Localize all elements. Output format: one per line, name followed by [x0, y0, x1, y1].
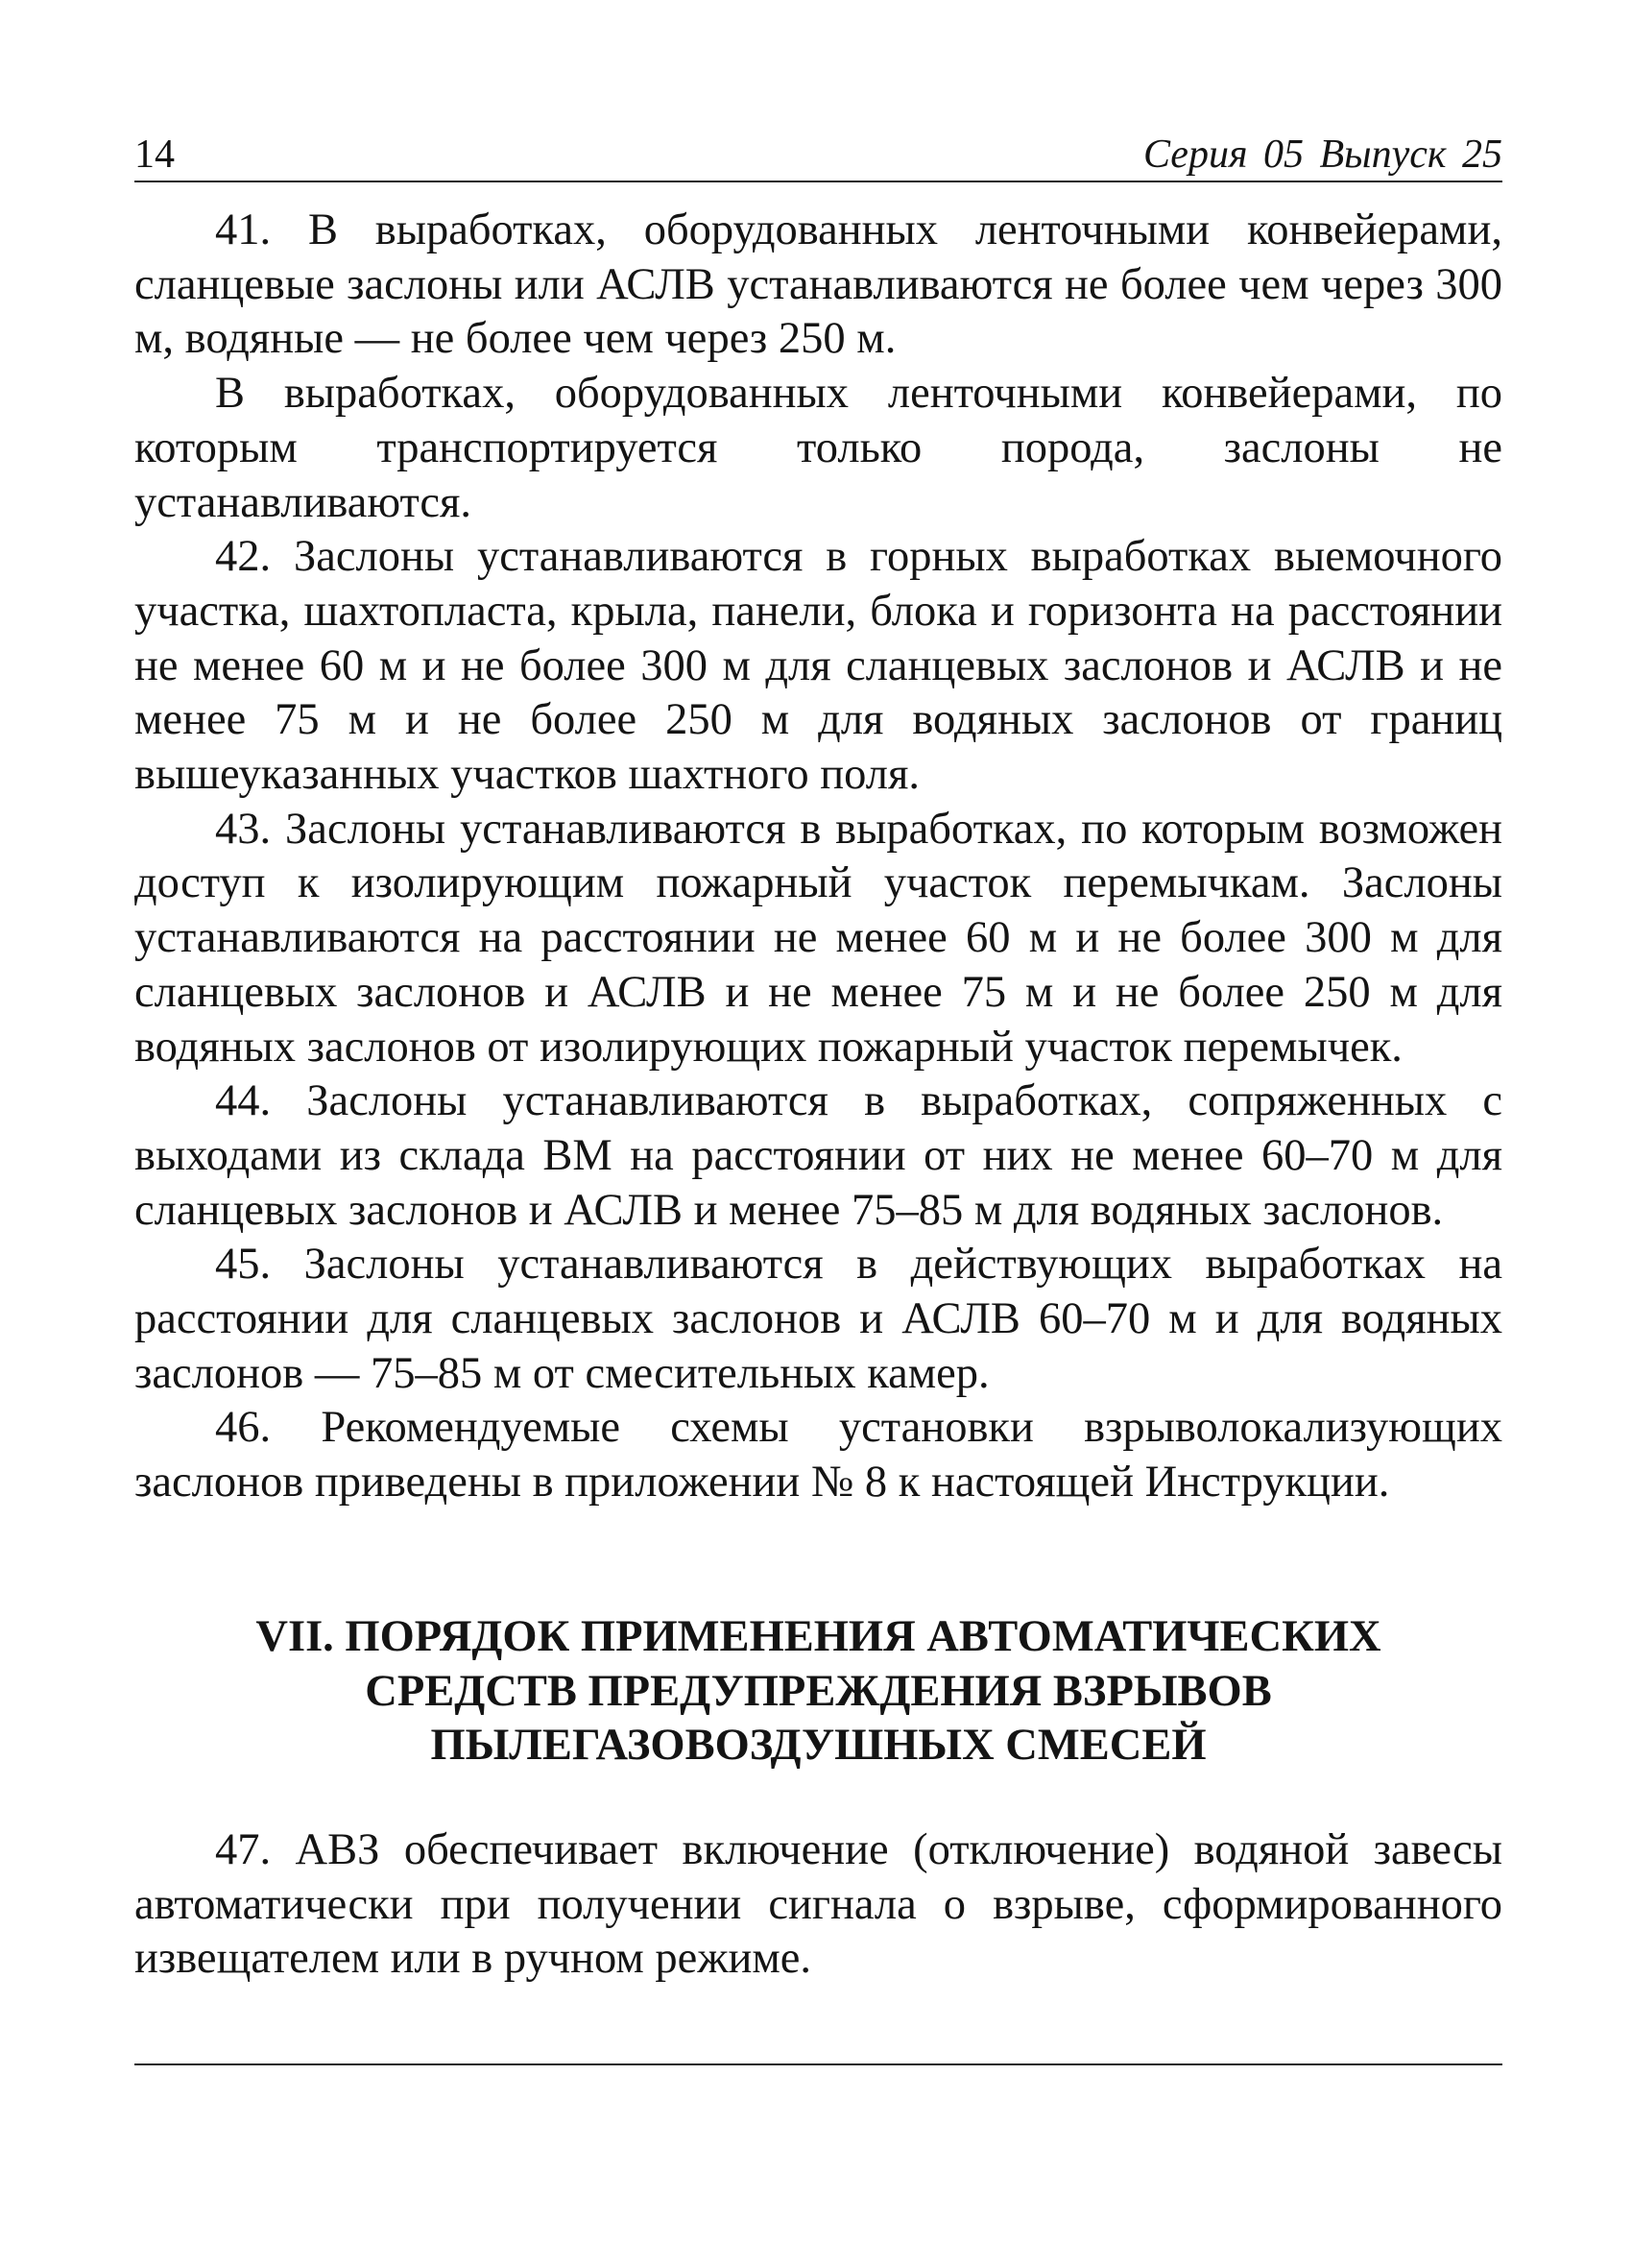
page-number: 14 — [134, 133, 175, 177]
paragraph-47: 47. АВЗ обеспечивает включение (отключение) водяной завесы автоматически при получении сигнала о взрыве, сформированного извещателем или в ручном режиме. — [134, 1824, 1502, 1984]
section-title-line: ПЫЛЕГАЗОВОЗДУШНЫХ СМЕСЕЙ — [430, 1721, 1207, 1771]
page-content — [134, 204, 1502, 1987]
paragraph-41-continued: В выработках, оборудованных ленточными конвейерами, по которым транспортируется только порода, заслоны не устанавливаются. — [134, 369, 1502, 527]
paragraph-41: 41. В выработках, оборудованных ленточными конвейерами, сланцевые заслоны или АСЛВ устанавливаются не более чем через 300 м, водяные — не более чем через 250 м. — [134, 205, 1502, 364]
section-title — [134, 1610, 1502, 1773]
document-page — [134, 0, 1502, 2268]
section-title-line: VII. ПОРЯДОК ПРИМЕНЕНИЯ АВТОМАТИЧЕСКИХ — [255, 1611, 1381, 1661]
page-header — [134, 123, 1502, 182]
paragraph-42: 42. Заслоны устанавливаются в горных выработках выемочного участка, шахтопласта, крыла, панели, блока и горизонта на расстоянии не менее 60 м и не более 300 м для сланцевых заслонов и АСЛВ и не менее 75 м и не более 250 м для водяных заслонов от границ вышеуказанных участков шахтного поля. — [134, 532, 1502, 800]
paragraph-46: 46. Рекомендуемые схемы установки взрыволокализующих заслонов приведены в приложении № 8 к настоящей Инструкции. — [134, 1403, 1502, 1508]
running-head: Серия 05 Выпуск 25 — [1143, 133, 1502, 177]
paragraph-43: 43. Заслоны устанавливаются в выработках, по которым возможен доступ к изолирующим пожарный участок перемычкам. Заслоны устанавливаются на расстоянии не менее 60 м и не более 300 м для сланцевых заслонов и АСЛВ и не менее 75 м и не более 250 м для водяных заслонов от изолирующих пожарный участок перемычек. — [134, 804, 1502, 1072]
paragraph-44: 44. Заслоны устанавливаются в выработках, сопряженных с выходами из склада ВМ на расстоянии от них не менее 60–70 м для сланцевых заслонов и АСЛВ и менее 75–85 м для водяных заслонов. — [134, 1076, 1502, 1235]
paragraph-45: 45. Заслоны устанавливаются в действующих выработках на расстоянии для сланцевых заслонов и АСЛВ 60–70 м и для водяных заслонов — 75–85 м от смесительных камер. — [134, 1240, 1502, 1398]
section-title-line: СРЕДСТВ ПРЕДУПРЕЖДЕНИЯ ВЗРЫВОВ — [365, 1666, 1272, 1716]
footer-rule — [134, 2063, 1502, 2065]
